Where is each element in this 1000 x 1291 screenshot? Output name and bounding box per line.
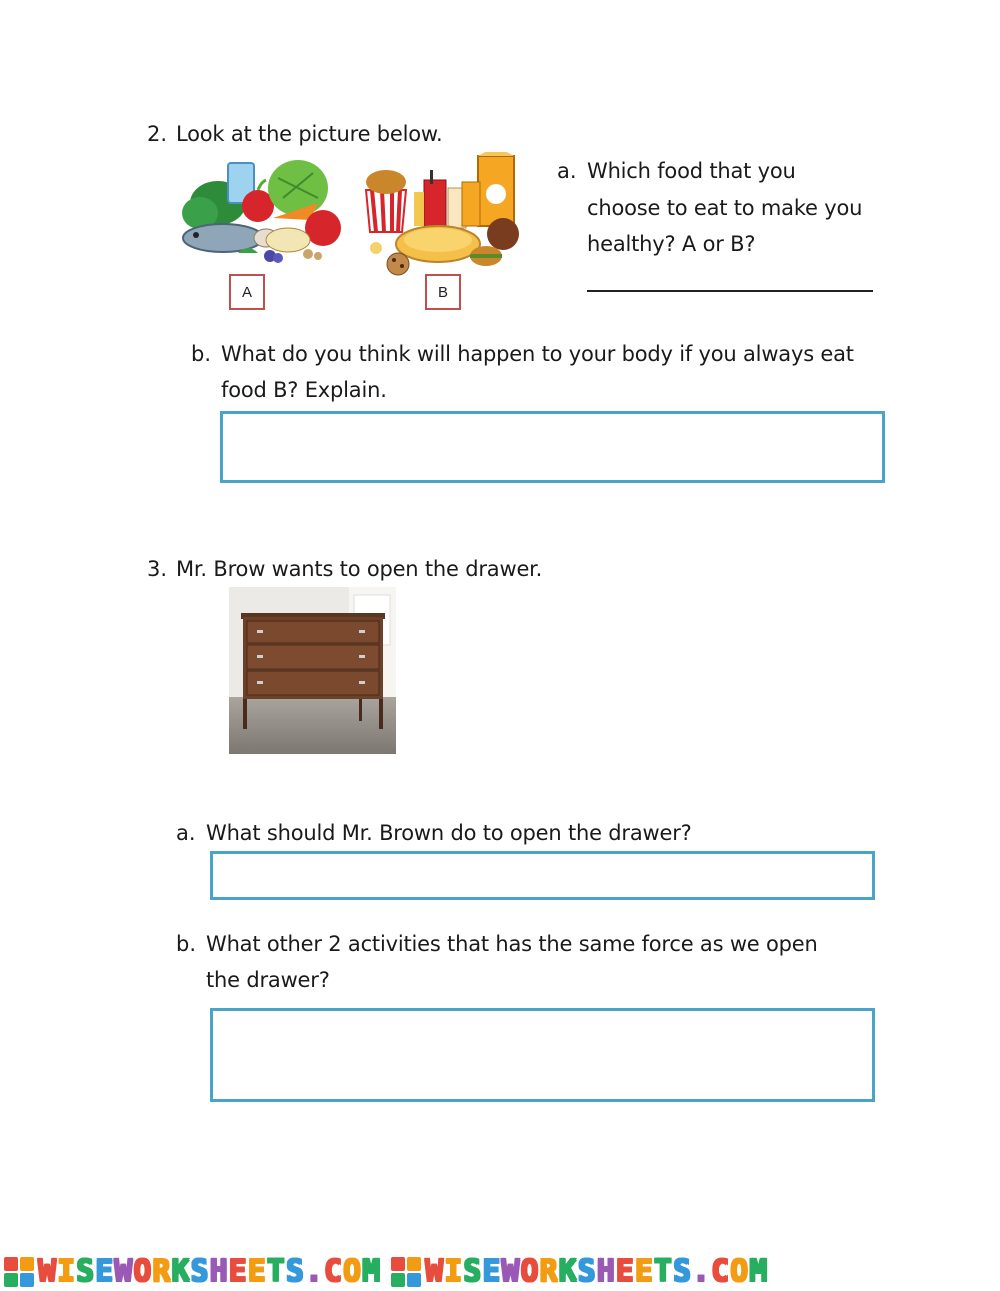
brand-word: WISEWORKSHEETS.COM <box>38 1254 382 1289</box>
q3-number: 3. <box>147 557 168 581</box>
q2a-answer-line[interactable] <box>587 290 873 292</box>
q2b-line-1: What do you think will happen to your body if you always eat <box>221 342 854 366</box>
brand-text <box>425 1254 768 1289</box>
label-b: B <box>425 274 461 310</box>
q3a-answer-input[interactable] <box>213 854 872 897</box>
brand-2 <box>387 1254 768 1289</box>
q3b-line-1: What other 2 activities that has the same force as we open <box>206 932 818 956</box>
label-a: A <box>229 274 265 310</box>
q3a-letter: a. <box>176 821 196 845</box>
junk-food-image <box>358 152 523 277</box>
q2a-line-1: Which food that you <box>587 159 796 183</box>
q2a-line-2: choose to eat to make you <box>587 196 863 220</box>
q2-prompt: Look at the picture below. <box>176 122 443 146</box>
q2a-letter: a. <box>557 159 577 183</box>
q3b-answer-box[interactable] <box>210 1008 875 1102</box>
q3b-answer-input[interactable] <box>213 1011 872 1099</box>
q2b-answer-box[interactable] <box>220 411 885 483</box>
q3a-text: What should Mr. Brown do to open the drawer? <box>206 821 692 845</box>
q3b-line-2: the drawer? <box>206 968 330 992</box>
brand-text <box>38 1254 381 1289</box>
q3-prompt: Mr. Brow wants to open the drawer. <box>176 557 543 581</box>
q2b-answer-input[interactable] <box>223 414 882 480</box>
brand-word: WISEWORKSHEETS.COM <box>425 1254 769 1289</box>
q2b-line-2: food B? Explain. <box>221 378 387 402</box>
q2-number: 2. <box>147 122 168 146</box>
q3a-answer-box[interactable] <box>210 851 875 900</box>
q3b-letter: b. <box>176 932 197 956</box>
drawer-image <box>229 587 396 754</box>
q2a-line-3: healthy? A or B? <box>587 232 756 256</box>
brand-logo-icon <box>4 1257 34 1287</box>
q2b-letter: b. <box>191 342 212 366</box>
brand-1 <box>0 1254 381 1289</box>
footer-watermark <box>0 1252 1000 1291</box>
brand-logo-icon <box>391 1257 421 1287</box>
healthy-food-image <box>178 158 353 268</box>
